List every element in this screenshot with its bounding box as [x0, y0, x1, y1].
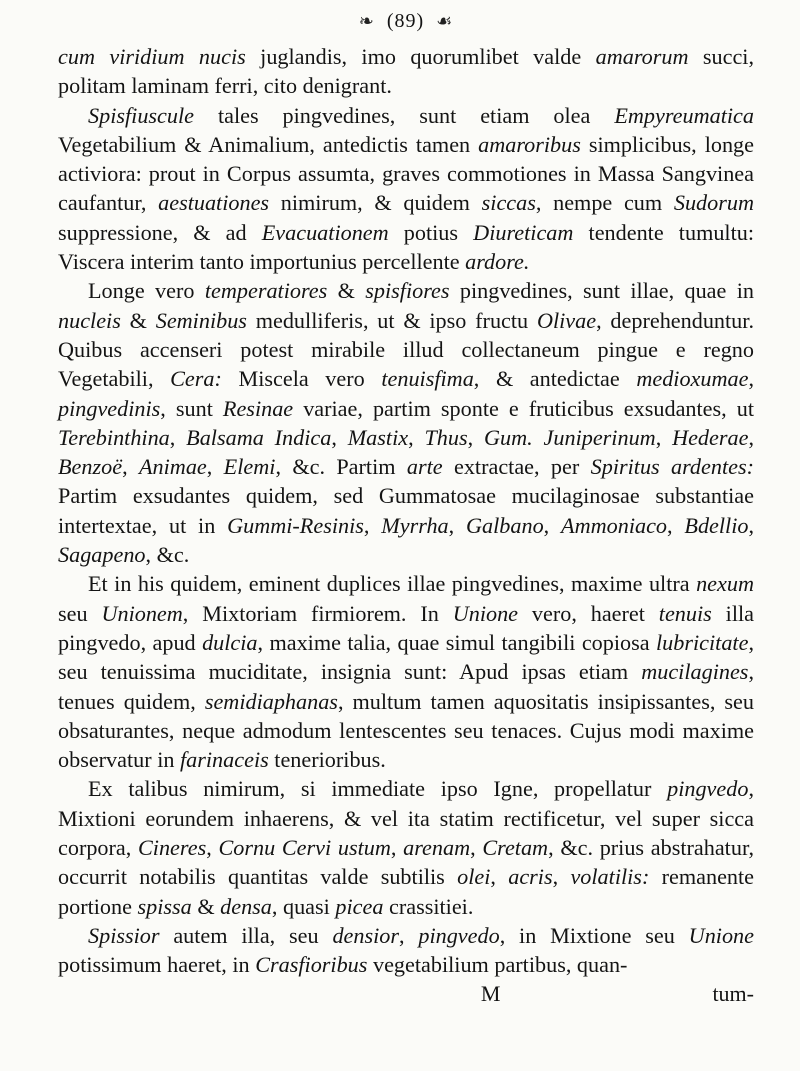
- text-run: medulliferis, ut & ipso fructu: [246, 307, 537, 333]
- italic-run: mucilagines: [641, 659, 749, 685]
- italic-run: temperatiores: [204, 278, 328, 304]
- text-run: ,: [748, 512, 755, 538]
- text-run: ,: [448, 512, 467, 538]
- signature-mark: M: [480, 980, 501, 1006]
- text-run: tales pingvedines, sunt etiam olea: [194, 102, 615, 128]
- text-run: ,: [122, 454, 139, 480]
- paragraph: [58, 101, 754, 277]
- italic-run: Terebinthina: [58, 424, 170, 450]
- italic-run: Cretam: [482, 835, 549, 861]
- catchword: tum-: [712, 980, 754, 1006]
- text-run: Et in his quidem, eminent duplices illae pingvedines, maxime ultra: [88, 571, 697, 597]
- text-run: seu: [58, 600, 102, 626]
- text-run: nimirum, & quidem: [269, 190, 482, 216]
- italic-run: dulcia: [202, 629, 258, 655]
- text-run: tenerioribus.: [268, 747, 386, 773]
- italic-run: Balsama Indica: [186, 424, 332, 450]
- text-run: vegetabilium partibus, quan-: [367, 952, 628, 978]
- text-run: , sunt: [160, 395, 223, 421]
- italic-run: Ammoniaco: [561, 512, 668, 538]
- text-run: remanente portione: [58, 864, 755, 919]
- italic-run: Gummi-Resinis: [227, 512, 364, 538]
- text-run: potissimum haeret, in: [58, 952, 256, 978]
- italic-run: Hederae: [672, 424, 749, 450]
- italic-run: Olivae: [536, 307, 597, 333]
- text-run: &: [327, 278, 366, 304]
- text-run: ,: [206, 454, 224, 480]
- text-run: , maxime talia, quae simul tangibili copiosa: [257, 629, 657, 655]
- text-run: ,: [169, 424, 187, 450]
- text-run: ,: [467, 424, 485, 450]
- italic-run: farinaceis: [180, 747, 269, 773]
- italic-run: Empyreumatica: [614, 102, 754, 128]
- italic-run: nexum: [696, 571, 754, 597]
- paragraph: [58, 42, 754, 101]
- italic-run: semidiaphanas: [204, 688, 338, 714]
- italic-run: Benzoë: [58, 454, 123, 480]
- text-run: , &c. prius abstrahatur, occurrit notabilis quantitas valde subtilis: [58, 835, 754, 890]
- italic-run: Sudorum: [673, 190, 754, 216]
- text-run: juglandis, imo quorumlibet valde: [245, 44, 596, 69]
- text-run: Miscela vero: [221, 366, 382, 392]
- italic-run: Unione: [452, 600, 519, 626]
- text-run: ,: [390, 835, 404, 861]
- text-run: Vegetabilium & Animalium, antedictis tamen: [58, 131, 479, 157]
- left-ornament-icon: ❧: [358, 11, 375, 31]
- italic-run: pingvedo: [418, 922, 500, 948]
- text-run: , &c. Partim: [275, 454, 407, 480]
- italic-run: amaroribus: [478, 131, 581, 157]
- italic-run: spissa: [137, 893, 192, 919]
- italic-run: densa: [220, 893, 272, 919]
- italic-run: pingvedo: [667, 776, 749, 802]
- italic-run: aestuationes: [158, 190, 270, 216]
- italic-run: Myrrha: [381, 512, 449, 538]
- text-run: crassitiei.: [383, 893, 474, 919]
- text-run: ,: [399, 922, 419, 948]
- right-ornament-icon: ☙: [436, 11, 454, 31]
- italic-run: medioxumae: [636, 366, 749, 392]
- text-run: , quasi: [271, 893, 336, 919]
- text-run: ,: [331, 424, 348, 450]
- italic-run: tenuis: [658, 600, 712, 626]
- italic-run: densior: [332, 922, 399, 948]
- italic-run: Seminibus: [155, 307, 247, 333]
- italic-run: Mastix: [347, 424, 409, 450]
- italic-run: Crasfioribus: [255, 952, 368, 978]
- text-run: ,: [552, 864, 571, 890]
- italic-run: Evacuationem: [261, 219, 389, 245]
- text-run: ,: [667, 512, 685, 538]
- italic-run: Cera:: [170, 366, 222, 392]
- text-run: potius: [388, 219, 474, 245]
- text-run: , multum tamen aquositatis insipissantes, seu obsaturantes, neque admodum lentescentes seu tenaces. Cujus modi maxime observatur in: [58, 688, 754, 773]
- text-run: variae, partim sponte e fruticibus exsudantes, ut: [293, 395, 754, 421]
- text-run: Partim exsudantes quidem, sed Gummatosae mucilaginosae substantiae intertextae, ut in: [58, 483, 754, 538]
- italic-run: ardore.: [465, 249, 530, 275]
- text-run: illa pingvedo, apud: [58, 600, 755, 655]
- italic-run: Galbano: [466, 512, 544, 538]
- italic-run: Spisfiuscule: [88, 102, 194, 128]
- text-run: simplicibus, longe activiora: prout in Corpus assumta, graves commotiones in Massa Sangvinea caufantur,: [58, 131, 755, 216]
- text-run: suppressione, & ad: [58, 219, 262, 245]
- text-run: Ex talibus nimirum, si immediate ipso Igne, propellatur: [88, 776, 668, 802]
- italic-run: Resinae: [222, 395, 294, 421]
- text-run: succi, politam laminam ferri, cito denigrant.: [58, 44, 755, 99]
- italic-run: Animae: [138, 454, 207, 480]
- italic-run: amarorum: [595, 44, 689, 69]
- text-run: ,: [470, 835, 483, 861]
- italic-run: Elemi: [223, 454, 276, 480]
- text-run: , Mixtioni eorundem inhaerens, & vel ita statim rectificetur, vel super sicca corpora,: [58, 776, 754, 861]
- text-run: ,: [206, 835, 219, 861]
- italic-run: tenuisfima: [381, 366, 474, 392]
- text-run: , in Mixtione seu: [499, 922, 689, 948]
- paragraph: [58, 569, 754, 774]
- text-run: , Mixtoriam firmiorem. In: [182, 600, 453, 626]
- italic-run: siccas: [481, 190, 536, 216]
- italic-run: acris: [508, 864, 553, 890]
- body-text: [58, 42, 754, 980]
- paragraph: [58, 774, 754, 920]
- italic-run: arte: [406, 454, 443, 480]
- text-run: tendente tumultu: Viscera interim tanto importunius percellente: [58, 219, 755, 275]
- italic-run: volatilis:: [570, 864, 650, 890]
- italic-run: spisfiores: [365, 278, 450, 304]
- italic-run: Cornu Cervi ustum: [218, 835, 391, 861]
- text-run: ,: [490, 864, 509, 890]
- text-run: , seu tenuissima muciditate, insignia sunt: Apud ipsas etiam: [58, 629, 754, 685]
- page-footer: [58, 980, 754, 1008]
- italic-run: Gum. Juniperinum: [484, 424, 656, 450]
- text-run: , tenues quidem,: [58, 659, 754, 714]
- italic-run: Cineres: [138, 835, 207, 861]
- text-run: &: [191, 893, 221, 919]
- italic-run: Thus: [424, 424, 468, 450]
- italic-run: Spissior: [88, 922, 160, 948]
- page-header: [58, 0, 754, 40]
- text-run: pingvedines, sunt illae, quae in: [449, 278, 754, 304]
- text-run: , & antedictae: [473, 366, 637, 392]
- page-number: (89): [386, 10, 425, 32]
- text-run: &: [120, 307, 156, 333]
- italic-run: Unione: [688, 922, 754, 948]
- italic-run: arenam: [403, 835, 471, 861]
- italic-run: Spiritus ardentes:: [590, 454, 754, 480]
- text-run: Longe vero: [88, 278, 205, 304]
- text-run: vero, haeret: [518, 600, 659, 626]
- italic-run: olei: [457, 864, 491, 890]
- text-run: , nempe cum: [535, 190, 674, 216]
- text-run: ,: [748, 424, 754, 450]
- text-run: autem illa, seu: [159, 922, 333, 948]
- italic-run: Diureticam: [473, 219, 574, 245]
- text-run: extractae, per: [442, 454, 591, 480]
- text-run: ,: [363, 512, 382, 538]
- text-run: ,: [408, 424, 425, 450]
- text-run: ,: [543, 512, 562, 538]
- text-run: ,: [748, 366, 755, 392]
- italic-run: Bdellio: [684, 512, 749, 538]
- italic-run: Sagapeno: [58, 542, 146, 568]
- text-run: , &c.: [145, 542, 190, 568]
- italic-run: lubricitate: [656, 629, 749, 655]
- text-run: ,: [655, 424, 673, 450]
- italic-run: pingvedinis: [58, 395, 161, 421]
- paragraph: [58, 276, 754, 569]
- italic-run: Unionem: [101, 600, 183, 626]
- paragraph: [58, 921, 754, 980]
- text-run: , deprehenduntur. Quibus accenseri potest mirabile illud collectaneum pingue e regno Vegetabili,: [58, 307, 754, 392]
- italic-run: nucleis: [58, 307, 121, 333]
- italic-run: picea: [335, 893, 384, 919]
- italic-run: cum viridium nucis: [58, 44, 246, 69]
